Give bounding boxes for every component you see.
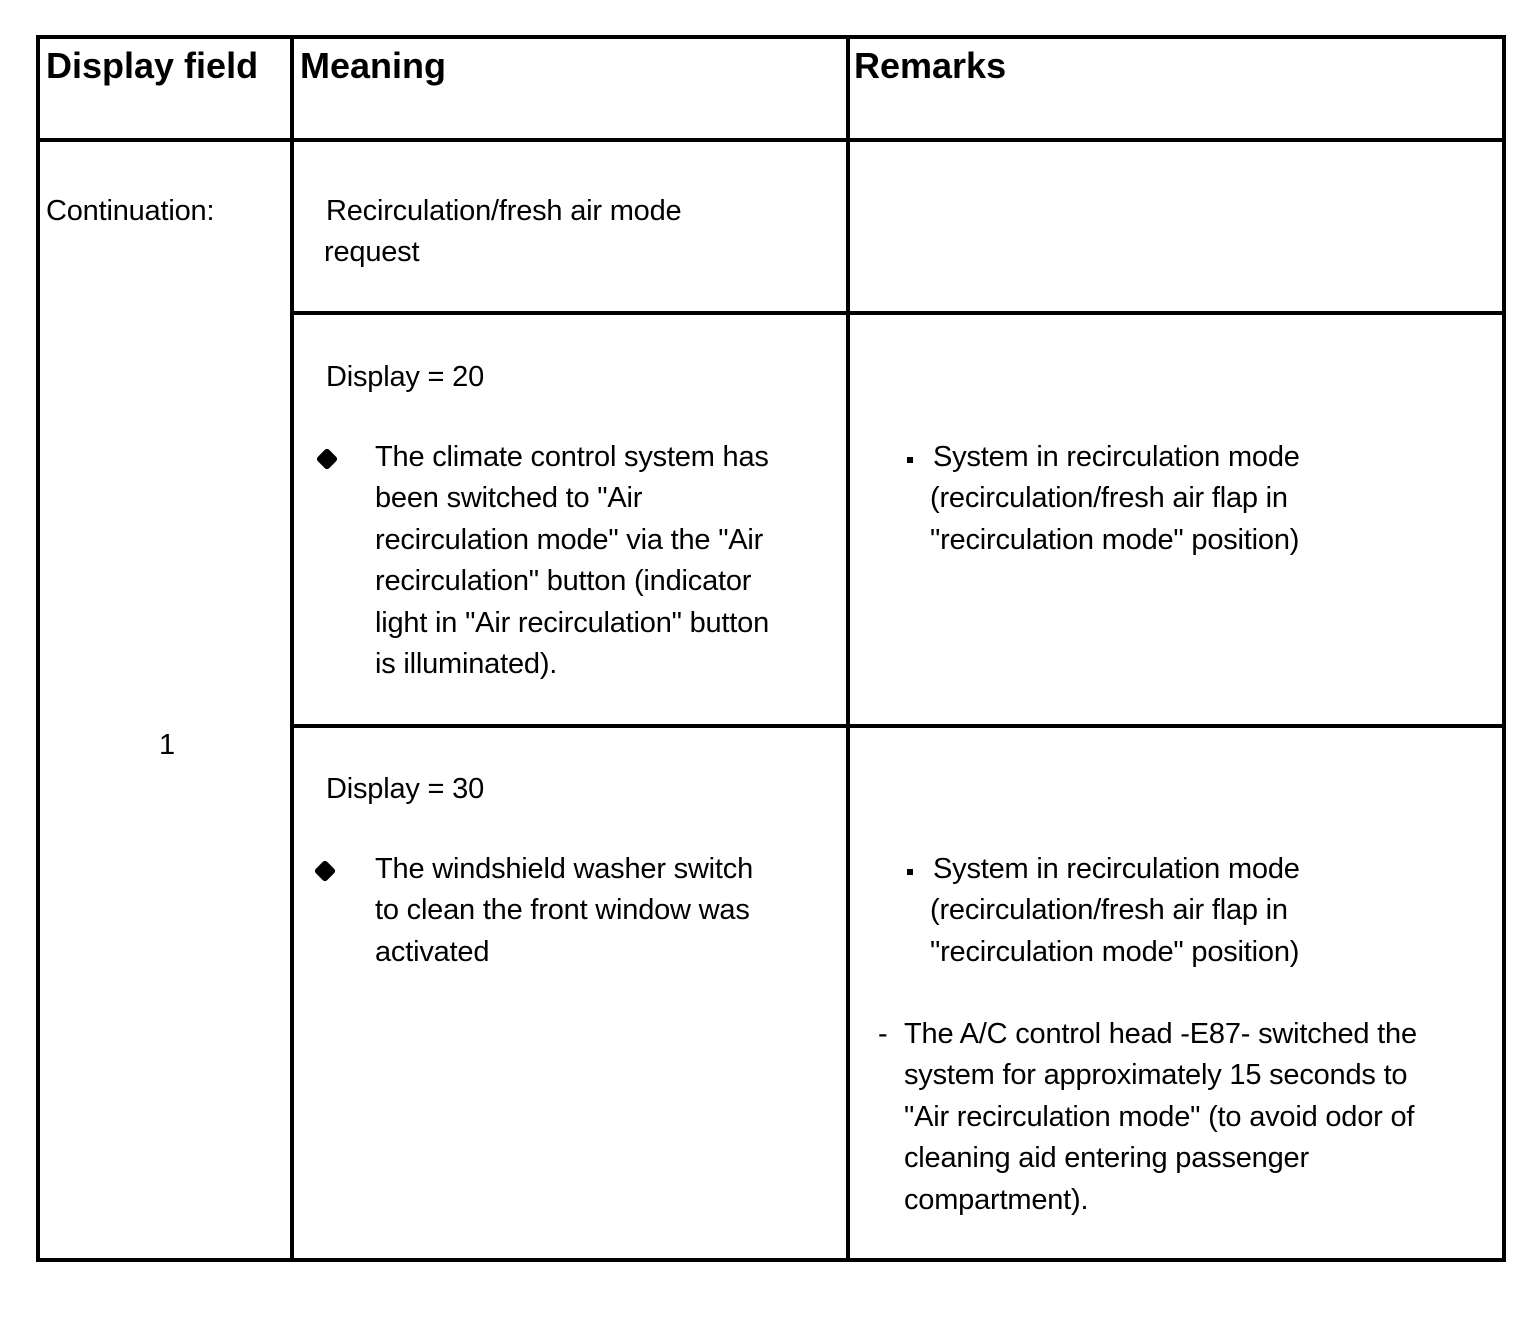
column-divider-1 (290, 39, 294, 1258)
header-divider (40, 138, 1502, 142)
header-remarks: Remarks (854, 45, 1007, 86)
row1-meaning-line: request (324, 236, 420, 268)
bullet-dot-icon (907, 869, 913, 875)
row3-remark-line: (recirculation/fresh air flap in (930, 894, 1288, 926)
row2-remark-line: (recirculation/fresh air flap in (930, 482, 1288, 514)
bullet-dot-icon (907, 457, 913, 463)
display-field-number: 1 (159, 729, 175, 761)
row2-meaning-line: recirculation mode" via the "Air (375, 524, 764, 556)
row2-remark-line: System in recirculation mode (933, 441, 1300, 473)
row3-remark-dash-line: cleaning aid entering passenger (904, 1142, 1309, 1174)
header-meaning: Meaning (300, 45, 447, 86)
header-display-field: Display field (46, 45, 259, 86)
row2-display-value: Display = 20 (326, 361, 484, 393)
diagnostic-table (36, 35, 1506, 1262)
row3-meaning-line: activated (375, 936, 490, 968)
row2-meaning-line: The climate control system has (375, 441, 769, 473)
bullet-diamond-icon (316, 448, 339, 471)
row3-remark-dash-line: compartment). (904, 1184, 1089, 1216)
row3-meaning-line: to clean the front window was (375, 894, 750, 926)
row-divider-2 (290, 724, 1502, 728)
row2-meaning-line: been switched to "Air (375, 482, 643, 514)
bullet-diamond-icon (314, 860, 337, 883)
row2-remark-line: "recirculation mode" position) (930, 524, 1300, 556)
row2-meaning-line: recirculation" button (indicator (375, 565, 752, 597)
row-divider-1 (290, 311, 1502, 315)
row3-remark-line: "recirculation mode" position) (930, 936, 1300, 968)
row3-remark-line: System in recirculation mode (933, 853, 1300, 885)
row3-remark-dash-line: The A/C control head -E87- switched the (904, 1018, 1417, 1050)
dash-bullet: - (878, 1018, 888, 1050)
row2-meaning-line: light in "Air recirculation" button (375, 607, 770, 639)
row3-meaning-line: The windshield washer switch (375, 853, 754, 885)
row3-remark-dash-line: "Air recirculation mode" (to avoid odor of (904, 1101, 1415, 1133)
row3-display-value: Display = 30 (326, 773, 484, 805)
column-divider-2 (846, 39, 850, 1258)
row3-remark-dash-line: system for approximately 15 seconds to (904, 1059, 1408, 1091)
row1-meaning-line: Recirculation/fresh air mode (326, 195, 682, 227)
row2-meaning-line: is illuminated). (375, 648, 558, 680)
continuation-label: Continuation: (46, 195, 215, 227)
